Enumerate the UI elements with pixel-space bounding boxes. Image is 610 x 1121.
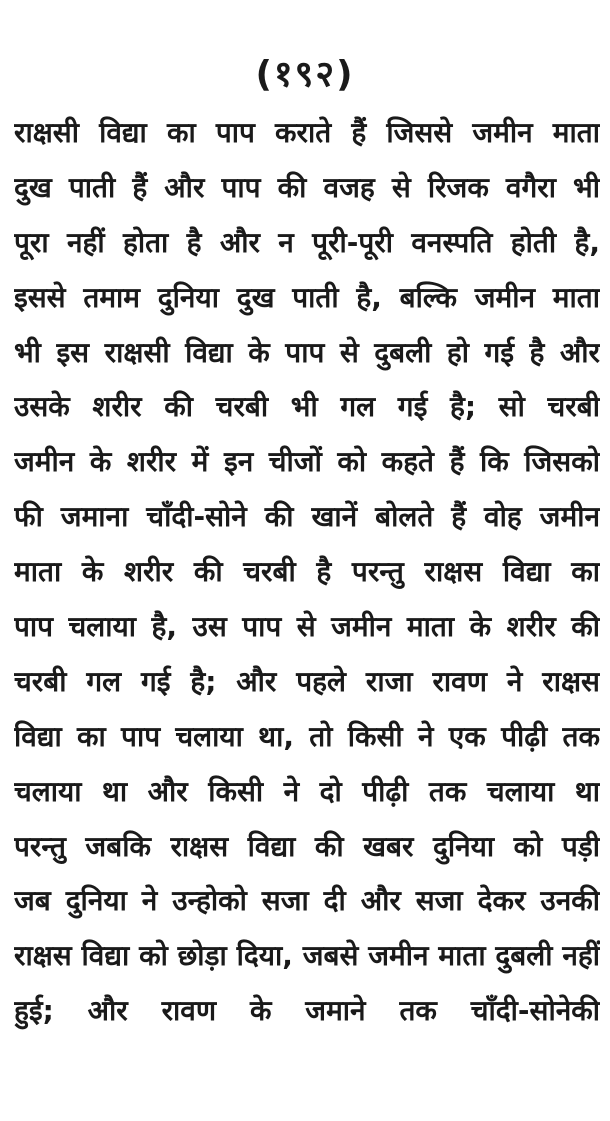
text-line: पाप चलाया है, उस पाप से जमीन माता के शरीर की (14, 610, 600, 644)
text-line: परन्तु जबकि राक्षस विद्या की खबर दुनिया को पड़ी (14, 829, 600, 863)
text-line: माता के शरीर की चरबी है परन्तु राक्षस विद्या का (14, 555, 600, 589)
text-line: जब दुनिया ने उन्होको सजा दी और सजा देकर उनकी (14, 884, 600, 918)
text-line: उसके शरीर की चरबी भी गल गई है; सो चरबी (14, 390, 600, 424)
text-line: हुई; और रावण के जमाने तक चाँदी-सोनेकी (14, 994, 600, 1028)
text-line: फी जमाना चाँदी-सोने की खानें बोलते हैं वोह जमीन (14, 500, 600, 534)
text-line: जमीन के शरीर में इन चीजों को कहते हैं कि जिसको (14, 445, 600, 479)
text-line: इससे तमाम दुनिया दुख पाती है, बल्कि जमीन माता (14, 280, 600, 314)
text-line: चरबी गल गई है; और पहले राजा रावण ने राक्षस (14, 664, 600, 698)
text-line: चलाया था और किसी ने दो पीढ़ी तक चलाया था (14, 774, 600, 808)
text-line: दुख पाती हैं और पाप की वजह से रिजक वगैरा भी (14, 170, 600, 204)
body-paragraph (14, 106, 600, 1039)
text-line: विद्या का पाप चलाया था, तो किसी ने एक पीढ़ी तक (14, 719, 600, 753)
text-line: राक्षस विद्या को छोड़ा दिया, जबसे जमीन माता दुबली नहीं (14, 939, 600, 973)
page-number: (१९२) (255, 54, 355, 95)
text-line: राक्षसी विद्या का पाप कराते हैं जिससे जमीन माता (14, 116, 600, 149)
text-line: पूरा नहीं होता है और न पूरी-पूरी वनस्पति होती है, (14, 225, 600, 259)
text-line: भी इस राक्षसी विद्या के पाप से दुबली हो गई है और (14, 335, 600, 369)
